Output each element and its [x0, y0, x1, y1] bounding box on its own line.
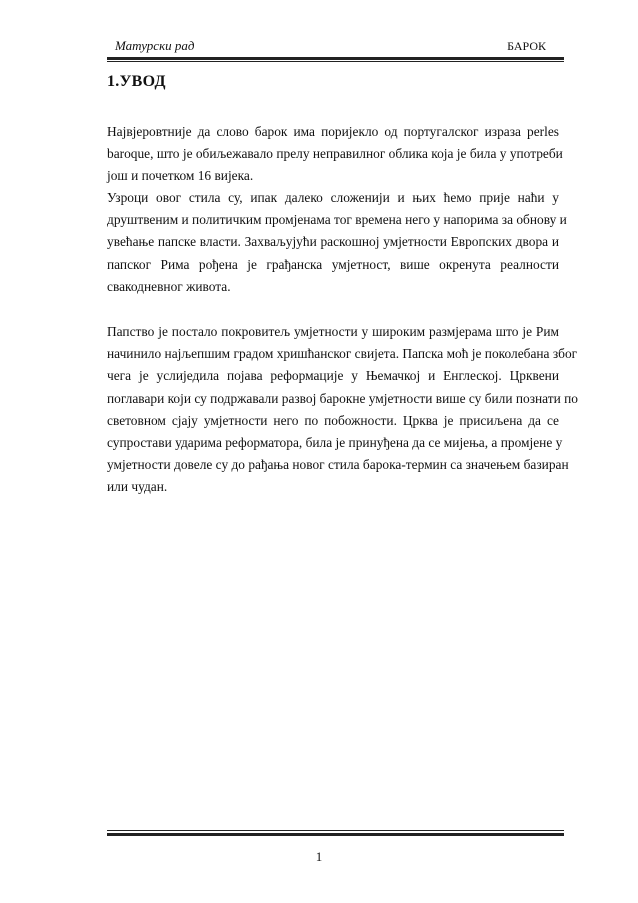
page-header	[107, 38, 564, 56]
header-rule-thick	[107, 57, 564, 60]
text-line: Узроци овог стила су, ипак далеко сложенији и њих ћемо прије наћи у	[107, 190, 559, 205]
paragraph-3	[107, 321, 579, 499]
text-line: увећање папске власти. Захваљујући раскошној умјетности Европских двора и	[107, 234, 559, 250]
text-line: друштвеним и политичким промјенама тог времена него у напорима за обнову и	[107, 212, 567, 228]
text-line: световном сјају умјетности него по побожности. Црква је присиљена да се	[107, 412, 559, 428]
text-line: Папство је постало покровитељ умјетности у широким размјерама што је Рим	[107, 324, 559, 339]
header-topic: БАРОК	[507, 39, 546, 53]
text-line: свакодневног живота.	[107, 278, 231, 294]
header-rule-thin	[107, 61, 564, 62]
text-line: Највјеровтније да слово барок има поријекло од португалског израза perles	[107, 124, 559, 139]
text-line: поглавари који су подржавали развој барокне умјетности више су били познати по	[107, 390, 579, 406]
paragraph-1	[107, 121, 563, 188]
text-line: умјетности довеле су до рађања новог стила барока-термин са значењем базиран	[107, 457, 569, 473]
text-line: чега је услиједила појава реформације у Њемачкој и Енглеској. Црквени	[107, 368, 559, 384]
text-line: супростави ударима реформатора, била је принуђена да се мијења, а промјене у	[107, 435, 563, 451]
footer-rule-thick	[107, 833, 564, 836]
text-line: или чудан.	[107, 479, 168, 495]
text-line: папског Рима рођена је грађанска умјетност, више окренута реалности	[107, 256, 559, 272]
section-heading: 1.УВОД	[107, 73, 166, 90]
page-number: 1	[315, 849, 323, 864]
paragraph-2	[107, 187, 567, 298]
text-line: још и почетком 16 вијека.	[107, 168, 254, 184]
text-line: baroque, што је обиљежавало прелу неправилног облика која је била у употреби	[107, 146, 563, 162]
text-line: начинило најљепшим градом хришћанског свијета. Папска моћ је поколебана због	[107, 346, 578, 362]
header-document-type: Матурски рад	[115, 38, 195, 53]
footer-rule-thin	[107, 830, 564, 831]
